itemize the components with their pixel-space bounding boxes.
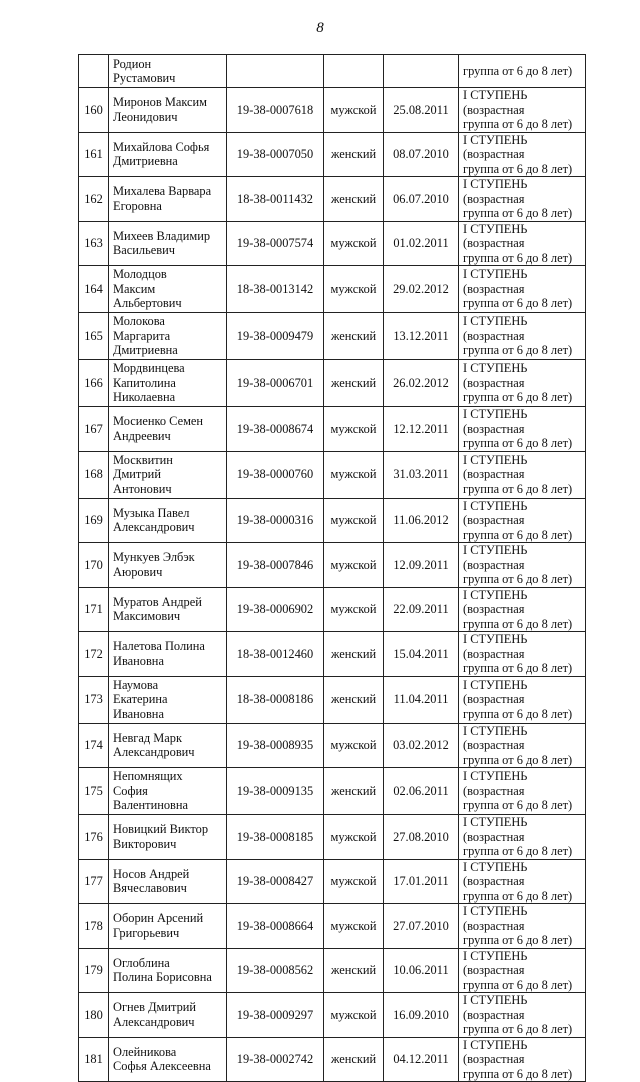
row-number-cell: 164 [79,266,109,313]
row-number-cell: 170 [79,543,109,588]
stage-group-cell [459,993,586,1038]
name-line: Муратов Андрей [113,594,202,609]
group-line: I СТУПЕНЬ (возрастная [463,632,528,661]
birthdate-cell: 13.12.2011 [384,313,459,360]
birthdate-cell: 11.04.2011 [384,676,459,723]
name-line: Невгад Марк [113,730,183,745]
table-row [79,132,586,177]
table-row [79,451,586,498]
group-line: I СТУПЕНЬ (возрастная [463,859,528,888]
group-line: группа от 6 до 8 лет) [463,527,573,542]
table-row [79,221,586,266]
group-line: группа от 6 до 8 лет) [463,933,573,947]
uin-cell: 19-38-0008562 [227,948,324,993]
group-line: группа от 6 до 8 лет) [463,161,573,176]
group-line: группа от 6 до 8 лет) [463,572,573,586]
name-line: Аюрович [113,564,163,579]
uin-cell: 19-38-0006902 [227,587,324,632]
uin-cell: 18-38-0013142 [227,266,324,313]
name-line: Олейникова [113,1044,177,1059]
stage-group-cell [459,859,586,904]
name-line: Оборин Арсений [113,911,204,926]
name-line: Михеев Владимир [113,228,211,243]
sex-cell: женский [324,132,384,177]
name-line: Александрович [113,520,195,535]
row-number-cell: 166 [79,360,109,407]
row-number-cell: 178 [79,904,109,949]
sex-cell: мужской [324,543,384,588]
full-name-cell [109,407,227,452]
table-row [79,993,586,1038]
table-row [79,768,586,815]
group-line: группа от 6 до 8 лет) [463,390,573,405]
name-line: Музыка Павел [113,505,190,520]
name-line: Софья Алексеевна [113,1059,211,1074]
group-line: группа от 6 до 8 лет) [463,343,573,358]
name-line: Непомнящих [113,769,183,784]
name-line: Налетова Полина [113,639,205,654]
row-number-cell: 179 [79,948,109,993]
uin-cell: 19-38-0002742 [227,1037,324,1082]
name-line: Григорьевич [113,925,180,940]
row-number-cell: 172 [79,632,109,677]
row-number-cell: 173 [79,676,109,723]
group-line: I СТУПЕНЬ (возрастная [463,723,528,752]
row-number-cell: 177 [79,859,109,904]
sex-cell: женский [324,177,384,222]
sex-cell: мужской [324,498,384,543]
group-line: группа от 6 до 8 лет) [463,706,573,721]
group-line: группа от 6 до 8 лет) [463,798,573,813]
sex-cell: мужской [324,407,384,452]
name-line: Родион [113,56,152,71]
stage-group-cell [459,221,586,266]
stage-group-cell [459,768,586,815]
name-line: Ивановна [113,706,164,721]
sex-cell: мужской [324,587,384,632]
name-line: Мункуев Элбэк [113,550,195,565]
sex-cell: мужской [324,723,384,768]
stage-group-cell [459,498,586,543]
row-number-cell: 162 [79,177,109,222]
full-name-cell [109,1037,227,1082]
uin-cell: 19-38-0009479 [227,313,324,360]
row-number-cell: 181 [79,1037,109,1082]
group-line: группа от 6 до 8 лет) [463,844,573,858]
name-line: Капитолина [113,375,176,390]
name-line: Наумова [113,677,159,692]
table-row [79,587,586,632]
sex-cell: мужской [324,88,384,133]
table-row [79,360,586,407]
group-line: группа от 6 до 8 лет) [463,661,573,675]
birthdate-cell: 17.01.2011 [384,859,459,904]
row-number-cell: 161 [79,132,109,177]
birthdate-cell: 12.09.2011 [384,543,459,588]
full-name-cell [109,360,227,407]
group-line: группа от 6 до 8 лет) [463,481,573,496]
uin-cell: 19-38-0007050 [227,132,324,177]
row-number-cell: 163 [79,221,109,266]
full-name-cell [109,543,227,588]
birthdate-cell: 16.09.2010 [384,993,459,1038]
group-line: I СТУПЕНЬ (возрастная [463,1037,528,1066]
full-name-cell [109,768,227,815]
birthdate-cell: 27.07.2010 [384,904,459,949]
stage-group-cell [459,587,586,632]
name-line: Альбертович [113,296,182,311]
name-line: Мосиенко Семен [113,414,204,429]
sex-cell: мужской [324,815,384,860]
stage-group-cell [459,1037,586,1082]
group-line: I СТУПЕНЬ (возрастная [463,88,528,117]
name-line: Миронов Максим [113,95,208,110]
group-line: I СТУПЕНЬ (возрастная [463,677,528,707]
sex-cell: женский [324,948,384,993]
table-row-continued [79,55,586,88]
name-line: Полина Борисовна [113,970,212,985]
sex-cell: женский [324,768,384,815]
name-line: Андреевич [113,428,171,443]
full-name-cell [109,904,227,949]
birthdate-cell: 27.08.2010 [384,815,459,860]
group-line: группа от 6 до 8 лет) [463,888,573,903]
name-line: Леонидович [113,109,178,124]
sex-cell: мужской [324,904,384,949]
group-line: I СТУПЕНЬ (возрастная [463,407,528,436]
full-name-cell [109,177,227,222]
stage-group-cell [459,266,586,313]
uin-cell: 19-38-0007846 [227,543,324,588]
name-line: Максим [113,281,156,296]
name-line: Михайлова Софья [113,139,210,154]
birthdate-cell: 26.02.2012 [384,360,459,407]
stage-group-cell [459,132,586,177]
full-name-cell [109,993,227,1038]
uin-cell: 19-38-0008674 [227,407,324,452]
participants-table [78,54,586,1082]
name-line: Егоровна [113,198,162,213]
uin-cell: 19-38-0008427 [227,859,324,904]
row-number-cell [79,55,109,88]
table-row [79,859,586,904]
uin-cell: 19-38-0008935 [227,723,324,768]
group-line: группа от 6 до 8 лет) [463,1066,573,1081]
sex-cell: женский [324,360,384,407]
sex-cell: мужской [324,221,384,266]
row-number-cell: 165 [79,313,109,360]
name-line: Оглоблина [113,955,170,970]
full-name-cell [109,859,227,904]
stage-group-cell [459,407,586,452]
group-line: группа от 6 до 8 лет) [463,117,573,131]
sex-cell: мужской [324,451,384,498]
sex-cell: мужской [324,993,384,1038]
name-line: Огнев Дмитрий [113,1000,197,1015]
full-name-cell [109,948,227,993]
group-line: I СТУПЕНЬ (возрастная [463,267,528,296]
name-line: Вячеславович [113,881,187,896]
name-line: Дмитрий [113,467,161,482]
group-line: I СТУПЕНЬ (возрастная [463,361,528,390]
full-name-cell [109,451,227,498]
full-name-cell [109,815,227,860]
uin-cell [227,55,324,88]
birthdate-cell: 03.02.2012 [384,723,459,768]
name-line: София [113,783,148,798]
table-row [79,723,586,768]
name-line: Молодцов [113,267,167,282]
stage-group-cell [459,55,586,88]
table-row [79,88,586,133]
group-line: I СТУПЕНЬ (возрастная [463,498,528,527]
name-line: Ивановна [113,653,164,668]
group-line: I СТУПЕНЬ (возрастная [463,543,528,572]
name-line: Носов Андрей [113,866,190,881]
uin-cell: 19-38-0007574 [227,221,324,266]
full-name-cell [109,55,227,88]
name-line: Екатерина [113,692,168,707]
row-number-cell: 167 [79,407,109,452]
birthdate-cell: 01.02.2011 [384,221,459,266]
birthdate-cell: 22.09.2011 [384,587,459,632]
row-number-cell: 160 [79,88,109,133]
uin-cell: 19-38-0008185 [227,815,324,860]
group-line: I СТУПЕНЬ (возрастная [463,452,528,482]
sex-cell: мужской [324,266,384,313]
table-row [79,177,586,222]
name-line: Мордвинцева [113,361,185,376]
sex-cell: женский [324,632,384,677]
full-name-cell [109,266,227,313]
full-name-cell [109,313,227,360]
row-number-cell: 171 [79,587,109,632]
name-line: Молокова [113,314,165,329]
birthdate-cell: 25.08.2011 [384,88,459,133]
name-line: Маргарита [113,328,171,343]
uin-cell: 18-38-0008186 [227,676,324,723]
uin-cell: 19-38-0008664 [227,904,324,949]
name-line: Антонович [113,481,172,496]
birthdate-cell: 06.07.2010 [384,177,459,222]
full-name-cell [109,221,227,266]
name-line: Дмитриевна [113,343,178,358]
group-line: I СТУПЕНЬ (возрастная [463,769,528,798]
name-line: Москвитин [113,452,173,467]
birthdate-cell: 10.06.2011 [384,948,459,993]
group-line: I СТУПЕНЬ (возрастная [463,314,528,343]
group-line: группа от 6 до 8 лет) [463,436,573,450]
table-row [79,266,586,313]
group-line: группа от 6 до 8 лет) [463,63,573,78]
row-number-cell: 175 [79,768,109,815]
birthdate-cell: 31.03.2011 [384,451,459,498]
table-row [79,676,586,723]
uin-cell: 18-38-0012460 [227,632,324,677]
stage-group-cell [459,723,586,768]
name-line: Александрович [113,745,195,760]
group-line: группа от 6 до 8 лет) [463,206,573,220]
sex-cell: женский [324,313,384,360]
name-line: Викторович [113,836,177,851]
stage-group-cell [459,177,586,222]
full-name-cell [109,132,227,177]
table-row [79,815,586,860]
group-line: I СТУПЕНЬ (возрастная [463,221,528,250]
table-row [79,1037,586,1082]
full-name-cell [109,632,227,677]
row-number-cell: 180 [79,993,109,1038]
stage-group-cell [459,904,586,949]
name-line: Максимович [113,609,181,624]
sex-cell: женский [324,676,384,723]
group-line: I СТУПЕНЬ (возрастная [463,993,528,1022]
table-row [79,407,586,452]
group-line: I СТУПЕНЬ (возрастная [463,948,528,977]
birthdate-cell: 08.07.2010 [384,132,459,177]
group-line: I СТУПЕНЬ (возрастная [463,904,528,933]
table-row [79,904,586,949]
name-line: Александрович [113,1014,195,1029]
stage-group-cell [459,451,586,498]
birthdate-cell [384,55,459,88]
name-line: Валентиновна [113,798,189,813]
full-name-cell [109,88,227,133]
stage-group-cell [459,676,586,723]
row-number-cell: 174 [79,723,109,768]
group-line: группа от 6 до 8 лет) [463,752,573,767]
name-line: Новицкий Виктор [113,822,209,837]
name-line: Михалева Варвара [113,184,212,199]
sex-cell: мужской [324,859,384,904]
table-row [79,543,586,588]
group-line: группа от 6 до 8 лет) [463,1022,573,1036]
stage-group-cell [459,948,586,993]
full-name-cell [109,498,227,543]
group-line: группа от 6 до 8 лет) [463,250,573,265]
group-line: группа от 6 до 8 лет) [463,616,573,631]
stage-group-cell [459,360,586,407]
stage-group-cell [459,815,586,860]
stage-group-cell [459,313,586,360]
uin-cell: 18-38-0011432 [227,177,324,222]
full-name-cell [109,587,227,632]
group-line: I СТУПЕНЬ (возрастная [463,132,528,161]
uin-cell: 19-38-0000760 [227,451,324,498]
name-line: Николаевна [113,390,176,405]
group-line: I СТУПЕНЬ (возрастная [463,177,528,206]
page-number: 8 [316,20,324,36]
stage-group-cell [459,543,586,588]
row-number-cell: 169 [79,498,109,543]
name-line: Рустамович [113,71,176,85]
group-line: I СТУПЕНЬ (возрастная [463,815,528,844]
name-line: Дмитриевна [113,154,178,169]
birthdate-cell: 11.06.2012 [384,498,459,543]
sex-cell: женский [324,1037,384,1082]
birthdate-cell: 15.04.2011 [384,632,459,677]
uin-cell: 19-38-0006701 [227,360,324,407]
full-name-cell [109,676,227,723]
group-line: I СТУПЕНЬ (возрастная [463,587,528,616]
table-row [79,632,586,677]
table-row [79,313,586,360]
row-number-cell: 168 [79,451,109,498]
table-row [79,498,586,543]
stage-group-cell [459,632,586,677]
birthdate-cell: 02.06.2011 [384,768,459,815]
birthdate-cell: 12.12.2011 [384,407,459,452]
name-line: Васильевич [113,243,175,258]
stage-group-cell [459,88,586,133]
sex-cell [324,55,384,88]
table-row [79,948,586,993]
full-name-cell [109,723,227,768]
group-line: группа от 6 до 8 лет) [463,296,573,311]
row-number-cell: 176 [79,815,109,860]
uin-cell: 19-38-0007618 [227,88,324,133]
group-line: группа от 6 до 8 лет) [463,977,573,992]
uin-cell: 19-38-0009297 [227,993,324,1038]
uin-cell: 19-38-0009135 [227,768,324,815]
uin-cell: 19-38-0000316 [227,498,324,543]
birthdate-cell: 29.02.2012 [384,266,459,313]
birthdate-cell: 04.12.2011 [384,1037,459,1082]
